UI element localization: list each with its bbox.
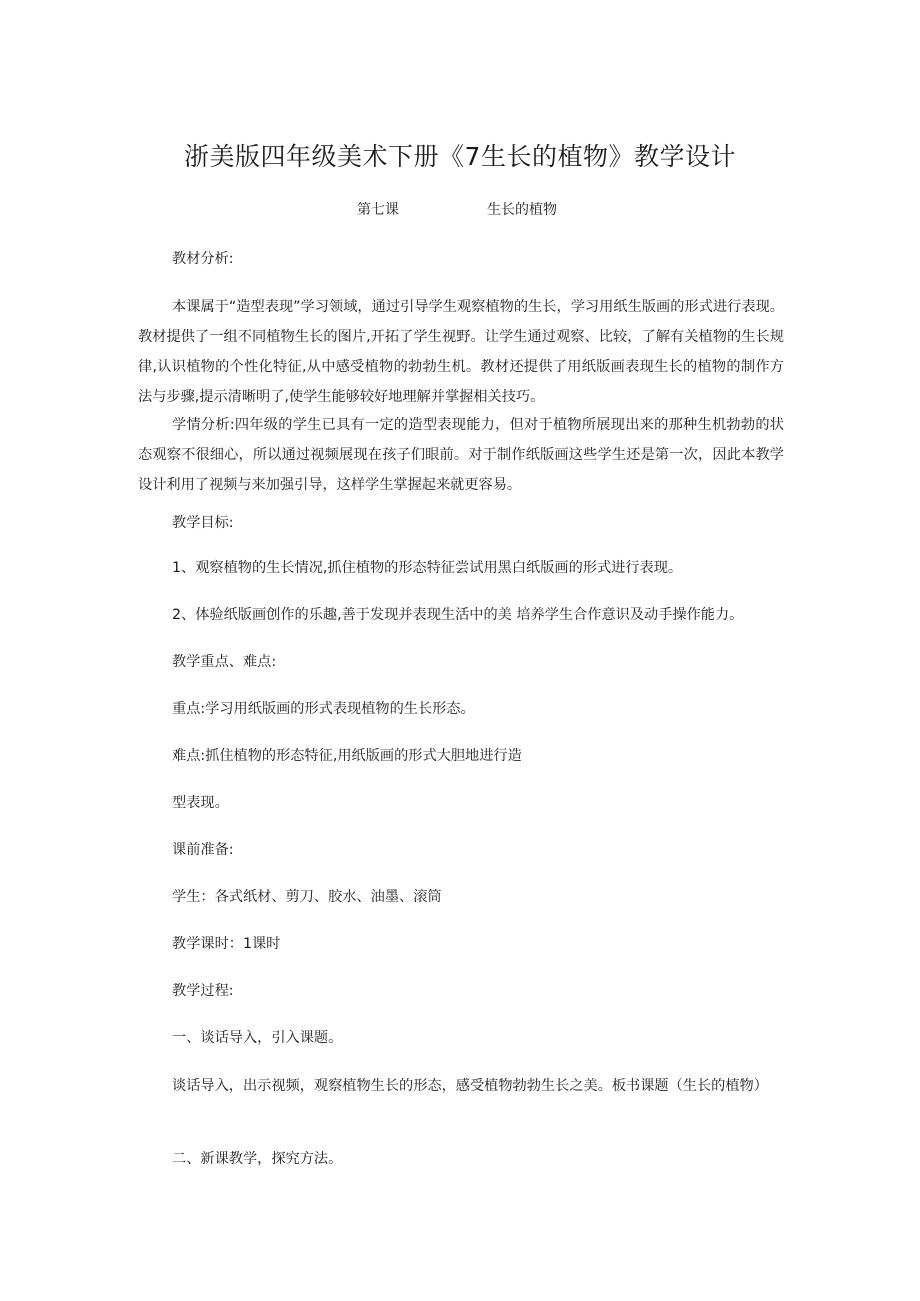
document-title: 浙美版四年级美术下册《7生长的植物》教学设计 [184, 142, 736, 171]
teaching-goal-2: 2、体验纸版画创作的乐趣,善于发现并表现生活中的美 培养学生合作意识及动手操作能力。 [172, 607, 744, 623]
teaching-goals-heading: 教学目标: [172, 515, 234, 531]
teaching-process-heading: 教学过程: [172, 983, 234, 999]
key-points-heading: 教学重点、难点: [172, 654, 277, 670]
teaching-goal-1: 1、观察植物的生长情况,抓住植物的形态特征尝试用黑白纸版画的形式进行表现。 [172, 560, 683, 576]
textbook-analysis-heading: 教材分析: [172, 251, 234, 267]
lesson-name: 生长的植物 [487, 202, 557, 218]
textbook-analysis-paragraph: 本课属于“造型表现”学习领域，通过引导学生观察植物的生长，学习用纸生版画的形式进行表现。教材提供了一组不同植物生长的图片,开拓了学生视野。让学生通过观察、比较，了解有关植物的生长规律,认识植物的个性化特征,从中感受植物的勃勃生机。教材还提供了用纸版画表现生长的植物的制作方法与步骤,提示清晰明了,使学生能够较好地理解并掌握相关技巧。 [138, 299, 784, 405]
step-2-heading: 二、新课教学，探究方法。 [172, 1151, 343, 1167]
difficult-point: 难点:抓住植物的形态特征,用纸版画的形式大胆地进行造 [172, 748, 522, 764]
difficult-point-continuation: 型表现。 [172, 795, 229, 811]
student-analysis-paragraph: 学情分析:四年级的学生已具有一定的造型表现能力，但对于植物所展现出来的那种生机勃勃的状态观察不很细心，所以通过视频展现在孩子们眼前。对于制作纸版画这些学生还是第一次，因此本教学设计利用了视频与来加强引导，这样学生掌握起来就更容易。 [138, 417, 784, 493]
step-1-paragraph: 谈话导入，出示视频，观察植物生长的形态，感受植物勃勃生长之美。板书课题（生长的植物） [172, 1078, 768, 1094]
key-point: 重点:学习用纸版画的形式表现植物的生长形态。 [172, 701, 475, 717]
preparation-heading: 课前准备: [172, 842, 234, 858]
class-hours: 教学课时：1课时 [172, 936, 281, 952]
lesson-number: 第七课 [357, 202, 399, 218]
step-1-heading: 一、谈话导入，引入课题。 [172, 1030, 343, 1046]
student-materials: 学生：各式纸材、剪刀、胶水、油墨、滚筒 [172, 889, 442, 905]
